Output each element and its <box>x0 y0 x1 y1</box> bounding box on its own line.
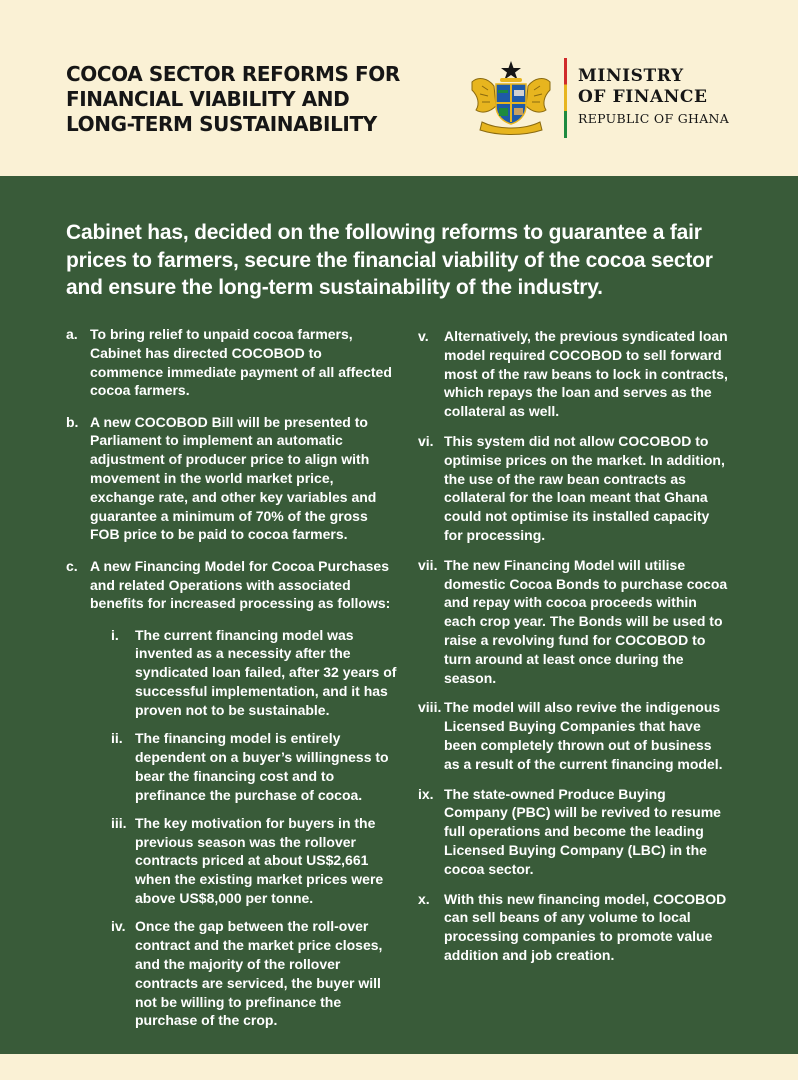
list-item-text: This system did not allow COCOBOD to optimise prices on the market. In addition, the use of the raw bean contracts as collateral for the loan meant that Ghana could not optimise its installed capacity for processing. <box>444 432 725 543</box>
sub-list-item <box>111 917 398 1030</box>
list-marker: v. <box>418 328 429 344</box>
title-line: FINANCIAL VIABILITY AND <box>66 87 350 111</box>
list-marker: iv. <box>111 918 126 935</box>
page-header <box>0 0 798 176</box>
list-item-text: The financing model is entirely dependent on a buyer’s willingness to bear the financing cost and to prefinance the purchase of cocoa. <box>135 730 389 803</box>
page-footer-band <box>0 1054 798 1080</box>
list-item-text: The new Financing Model will utilise domestic Cocoa Bonds to purchase cocoa and repay with cocoa proceeds within each crop year. The Bonds will be used to raise a revolving fund for COCOBOD to turn around at least once during the season. <box>444 556 728 686</box>
list-item-text: A new Financing Model for Cocoa Purchases and related Operations with associated benefits for increased processing as follows: <box>90 557 391 612</box>
list-marker: viii. <box>418 699 442 716</box>
list-marker: a. <box>66 326 78 342</box>
sub-list-item <box>111 729 398 804</box>
list-item-text: Once the gap between the roll-over contract and the market price closes, and the majority of the rollover contracts are serviced, the buyer will not be willing to prefinance the purchase of the crop. <box>135 918 383 1029</box>
list-marker: b. <box>66 413 79 430</box>
list-item-text: A new COCOBOD Bill will be presented to Parliament to implement an automatic adjustment of producer price to align with movement in the world market price, exchange rate, and other key variables and guarantee a minimum of 70% of the gross FOB price to be paid to cocoa farmers. <box>90 413 377 543</box>
sub-list-item <box>111 626 398 720</box>
list-item <box>418 785 730 879</box>
flag-divider <box>564 58 567 138</box>
sub-list <box>90 626 398 1030</box>
list-marker: vii. <box>418 556 438 573</box>
list-marker: ii. <box>111 730 123 747</box>
list-item <box>418 698 730 773</box>
list-item <box>418 556 730 688</box>
list-marker: x. <box>418 890 430 907</box>
list-item-text: The key motivation for buyers in the previous season was the rollover contracts priced at about US$2,661 when the existing market prices were above US$8,000 per tonne. <box>135 814 384 907</box>
list-marker: c. <box>66 557 78 574</box>
document-title <box>66 62 426 137</box>
left-column <box>66 325 398 1043</box>
list-item <box>418 890 730 965</box>
list-item-text: The state-owned Produce Buying Company (PBC) will be revived to resume full operations and become the leading Licensed Buying Company (LBC) in the cocoa sector. <box>444 785 721 877</box>
list-marker: vi. <box>418 432 434 449</box>
intro-statement: Cabinet has, decided on the following reforms to guarantee a fair prices to farmers, secure the financial viability of the cocoa sector and ensure the long-term sustainability of the industry. <box>66 221 713 299</box>
list-marker: iii. <box>111 814 127 831</box>
list-marker: i. <box>111 626 119 643</box>
coat-of-arms-icon <box>468 60 554 136</box>
ministry-name-line: OF FINANCE <box>578 87 708 107</box>
list-item <box>418 327 730 421</box>
list-item <box>66 413 398 545</box>
list-item <box>66 557 398 1030</box>
title-line: LONG-TERM SUSTAINABILITY <box>66 112 377 136</box>
ministry-country-line: REPUBLIC OF GHANA <box>578 111 730 126</box>
list-item <box>66 325 398 400</box>
ministry-logo-text <box>578 66 729 128</box>
list-item-text: Alternatively, the previous syndicated loan model required COCOBOD to sell forward most of the raw beans to lock in contracts, which repays the loan and serves as the collateral as well. <box>444 328 728 420</box>
list-item <box>418 432 730 545</box>
list-item-text: The model will also revive the indigenous Licensed Buying Companies that have been completely thrown out of business as a result of the current financing model. <box>444 699 723 772</box>
list-item-text: The current financing model was invented as a necessity after the syndicated loan failed, after 32 years of successful implementation, and it has proven not to be sustainable. <box>135 626 397 718</box>
sub-list-item <box>111 814 398 908</box>
title-line: COCOA SECTOR REFORMS FOR <box>66 62 400 86</box>
right-column <box>418 327 730 976</box>
list-marker: ix. <box>418 785 434 802</box>
list-item-text: With this new financing model, COCOBOD can sell beans of any volume to local processing companies to promote value addition and job creation. <box>444 890 727 963</box>
ministry-name-line: MINISTRY <box>578 66 684 86</box>
list-item-text: To bring relief to unpaid cocoa farmers, Cabinet has directed COCOBOD to commence immediate payment of all affected cocoa farmers. <box>90 326 392 399</box>
